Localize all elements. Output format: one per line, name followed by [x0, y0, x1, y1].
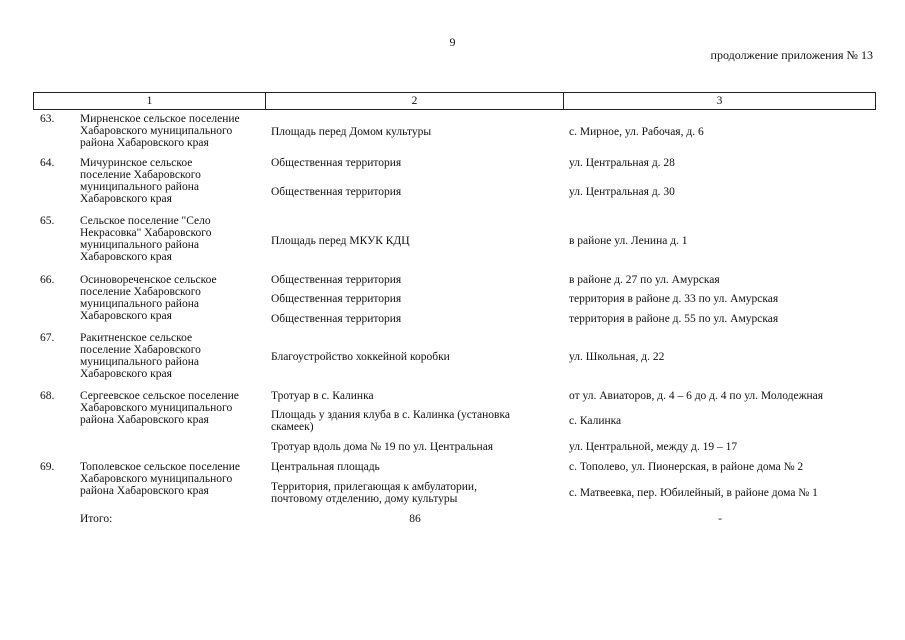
object-location: ул. Центральной, между д. 19 – 17 [569, 441, 738, 453]
object-name: Общественная территория [271, 313, 402, 325]
row-number: 65. [40, 215, 55, 227]
object-location: территория в районе д. 55 по ул. Амурская [569, 313, 779, 325]
object-location: в районе д. 27 по ул. Амурская [569, 274, 720, 286]
settlement-name: Тополевское сельское поселение Хабаровского муниципального района Хабаровского края [80, 461, 240, 497]
settlement-name: Ракитненское сельское поселение Хабаровского муниципального района Хабаровского края [80, 332, 201, 380]
object-name: Тротуар вдоль дома № 19 по ул. Центральная [271, 441, 494, 453]
settlement-name: Сельское поселение "Село Некрасовка" Хабаровского муниципального района Хабаровского края [80, 215, 212, 263]
total-location: - [718, 513, 722, 525]
object-name: Тротуар в с. Калинка [271, 390, 374, 402]
object-name: Общественная территория [271, 186, 402, 198]
settlement-name: Мичуринское сельское поселение Хабаровского муниципального района Хабаровского края [80, 157, 201, 205]
object-location: с. Матвеевка, пер. Юбилейный, в районе дома № 1 [569, 487, 818, 499]
object-location: от ул. Авиаторов, д. 4 – 6 до д. 4 по ул. Молодежная [569, 390, 824, 402]
object-location: ул. Центральная д. 30 [569, 186, 675, 198]
row-number: 68. [40, 390, 55, 402]
table-header-row [33, 92, 876, 110]
object-name: Общественная территория [271, 293, 402, 305]
object-location: территория в районе д. 33 по ул. Амурская [569, 293, 779, 305]
object-location: с. Калинка [569, 415, 622, 427]
row-number: 67. [40, 332, 55, 344]
object-name: Площадь перед МКУК КДЦ [271, 235, 410, 247]
settlement-name: Осиновореченское сельское поселение Хабаровского муниципального района Хабаровского края [80, 274, 217, 322]
settlement-name: Мирненское сельское поселение Хабаровского муниципального района Хабаровского края [80, 113, 240, 149]
row-number: 63. [40, 113, 55, 125]
total-label: Итого: [80, 513, 113, 525]
header-col-2: 2 [266, 93, 564, 109]
object-name: Центральная площадь [271, 461, 380, 473]
object-name: Площадь у здания клуба в с. Калинка (установка скамеек) [271, 409, 510, 433]
header-col-3: 3 [716, 95, 723, 107]
object-location: с. Тополево, ул. Пионерская, в районе дома № 2 [569, 461, 804, 473]
object-name: Общественная территория [271, 157, 402, 169]
page-number: 9 [449, 35, 456, 49]
object-name: Площадь перед Домом культуры [271, 126, 432, 138]
object-location: с. Мирное, ул. Рабочая, д. 6 [569, 126, 704, 138]
header-col-1: 1 [34, 93, 266, 109]
total-value: 86 [409, 513, 421, 525]
object-location: ул. Центральная д. 28 [569, 157, 675, 169]
settlement-name: Сергеевское сельское поселение Хабаровского муниципального района Хабаровского края [80, 390, 239, 426]
object-location: ул. Школьная, д. 22 [569, 351, 665, 363]
object-location: в районе ул. Ленина д. 1 [569, 235, 688, 247]
object-name: Общественная территория [271, 274, 402, 286]
row-number: 66. [40, 274, 55, 286]
row-number: 64. [40, 157, 55, 169]
object-name: Благоустройство хоккейной коробки [271, 351, 450, 363]
appendix-continuation-label: продолжение приложения № 13 [710, 48, 873, 62]
object-name: Территория, прилегающая к амбулатории, почтовому отделению, дому культуры [271, 481, 477, 505]
row-number: 69. [40, 461, 55, 473]
